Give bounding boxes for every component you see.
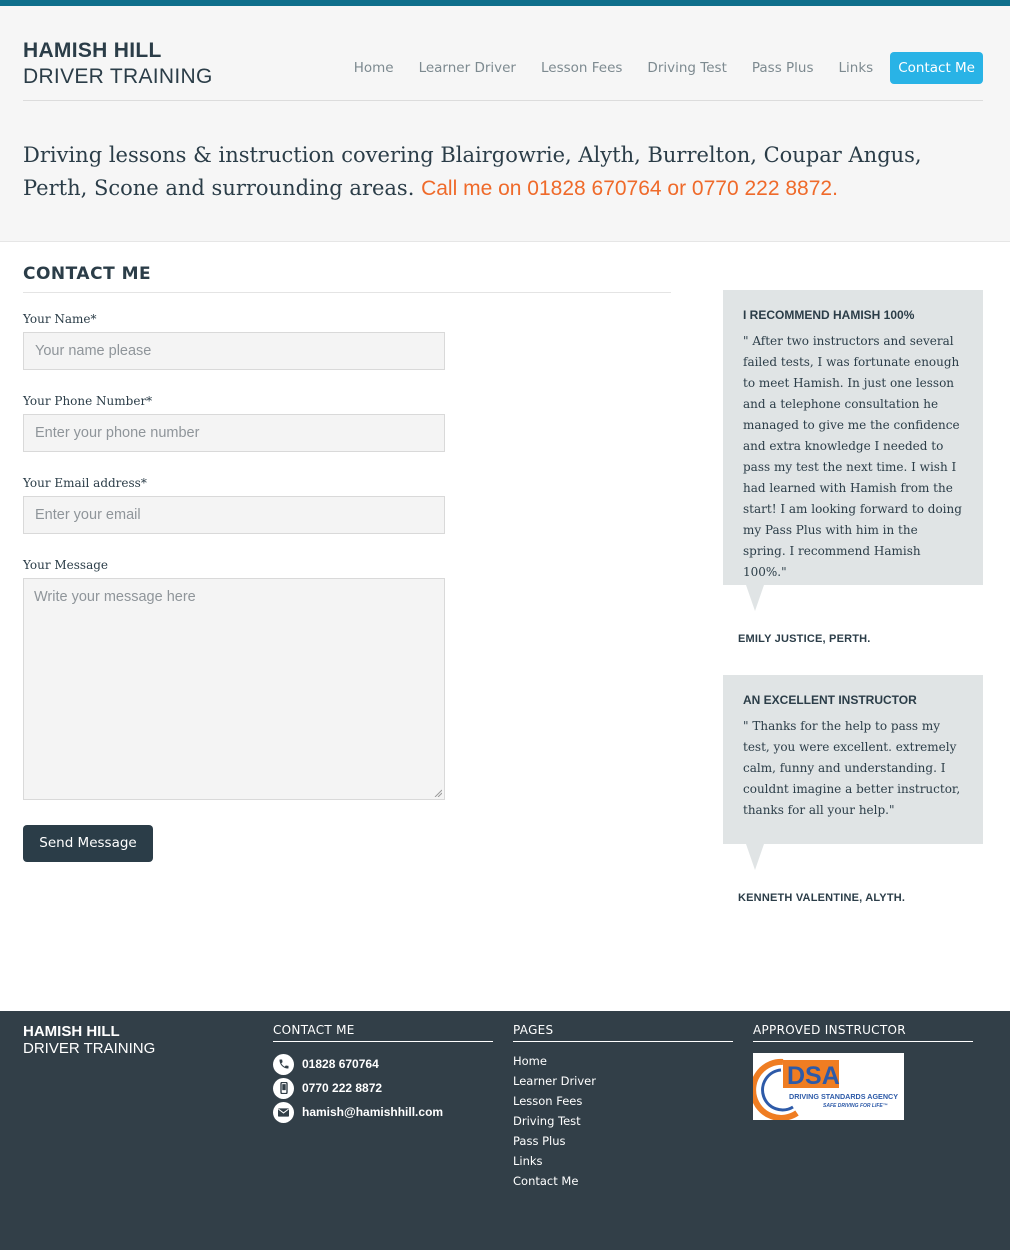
dsa-slogan-text: SAFE DRIVING FOR LIFE™ [823, 1103, 888, 1109]
dsa-logo-text: DSA [787, 1062, 840, 1090]
footer-link-pass-plus[interactable]: Pass Plus [513, 1134, 566, 1148]
tagline [23, 139, 983, 205]
footer-link-links[interactable]: Links [513, 1154, 543, 1168]
phone-input[interactable]: Enter your phone number [23, 414, 445, 452]
logo-line-1: HAMISH HILL [23, 39, 162, 62]
site-logo[interactable] [23, 38, 213, 90]
mobile-icon [273, 1078, 294, 1099]
footer-link-lesson-fees[interactable]: Lesson Fees [513, 1094, 583, 1108]
nav-item-lesson-fees[interactable]: Lesson Fees [540, 60, 623, 76]
testimonial-body: " After two instructors and several failed tests, I was fortunate enough to meet Hamish. In just one lesson and a telephone consultation he managed to give me the confidence and extra knowledge I needed to pass my test the next time. I wish I had learned with Hamish from the start! I am looking forward to doing my Pass Plus with him in the spring. I recommend Hamish 100%." [743, 334, 962, 579]
title-divider [23, 292, 671, 293]
main-nav [337, 52, 983, 84]
testimonial-author: KENNETH VALENTINE, ALYTH. [738, 892, 906, 904]
email-input[interactable]: Enter your email [23, 496, 445, 534]
message-placeholder: Write your message here [34, 589, 196, 605]
dsa-agency-text: DRIVING STANDARDS AGENCY [789, 1092, 899, 1101]
footer-link-driving-test[interactable]: Driving Test [513, 1114, 581, 1128]
footer-logo[interactable] [23, 1023, 155, 1057]
testimonial-card [723, 675, 983, 844]
tagline-call: Call me on 01828 670764 or 0770 222 8872. [421, 177, 838, 200]
resize-grip-icon[interactable] [434, 789, 442, 797]
footer-contact-title: CONTACT ME [273, 1023, 493, 1042]
footer-contact-phone[interactable] [273, 1052, 493, 1076]
footer-logo-line-2: DRIVER TRAINING [23, 1040, 156, 1057]
send-message-button[interactable]: Send Message [23, 825, 153, 862]
email-label: Your Email address* [23, 476, 147, 490]
message-label: Your Message [23, 558, 109, 572]
speech-tail [746, 844, 764, 870]
nav-item-links[interactable]: Links [838, 60, 874, 76]
footer-link-learner-driver[interactable]: Learner Driver [513, 1074, 596, 1088]
nav-item-contact-me[interactable]: Contact Me [890, 52, 983, 84]
nav-item-learner-driver[interactable]: Learner Driver [418, 60, 516, 76]
testimonial-body: " Thanks for the help to pass my test, you were excellent. extremely calm, funny and understanding. I couldnt imagine a better instructor, thanks for all your help." [743, 719, 961, 817]
name-input[interactable]: Your name please [23, 332, 445, 370]
message-textarea[interactable] [23, 578, 445, 800]
footer-logo-line-1: HAMISH HILL [23, 1023, 120, 1040]
dsa-logo[interactable] [753, 1053, 904, 1120]
site-footer [0, 1011, 1010, 1250]
header-divider [23, 100, 983, 101]
email-icon [273, 1102, 294, 1123]
testimonial-card [723, 290, 983, 585]
nav-item-pass-plus[interactable]: Pass Plus [751, 60, 814, 76]
phone-icon [273, 1054, 294, 1075]
footer-contact-email[interactable] [273, 1100, 493, 1124]
speech-tail [746, 585, 764, 611]
footer-link-contact-me[interactable]: Contact Me [513, 1174, 579, 1188]
footer-pages-column [513, 1023, 733, 1191]
footer-pages-title: PAGES [513, 1023, 733, 1042]
footer-link-home[interactable]: Home [513, 1054, 547, 1068]
nav-item-driving-test[interactable]: Driving Test [647, 60, 727, 76]
name-label: Your Name* [23, 312, 97, 326]
testimonial-author: EMILY JUSTICE, PERTH. [738, 633, 871, 645]
testimonial-title: AN EXCELLENT INSTRUCTOR [743, 693, 917, 707]
footer-contact-column [273, 1023, 493, 1124]
footer-mobile-text: 0770 222 8872 [302, 1081, 383, 1095]
nav-item-home[interactable]: Home [353, 60, 394, 76]
logo-line-2: DRIVER TRAINING [23, 65, 213, 88]
phone-label: Your Phone Number* [23, 394, 153, 408]
dsa-logo-graphic [753, 1053, 904, 1120]
site-header [0, 6, 1010, 242]
footer-contact-mobile[interactable] [273, 1076, 493, 1100]
testimonial-title: I RECOMMEND HAMISH 100% [743, 308, 915, 322]
footer-approved-title: APPROVED INSTRUCTOR [753, 1023, 973, 1042]
footer-approved-column [753, 1023, 973, 1042]
page-title: CONTACT ME [23, 264, 152, 284]
tagline-text: Driving lessons & instruction covering Blairgowrie, Alyth, Burrelton, Coupar Angus, Perth, Scone and surrounding areas. [23, 143, 922, 200]
footer-email-text: hamish@hamishhill.com [302, 1105, 444, 1119]
footer-phone-text: 01828 670764 [302, 1057, 379, 1071]
